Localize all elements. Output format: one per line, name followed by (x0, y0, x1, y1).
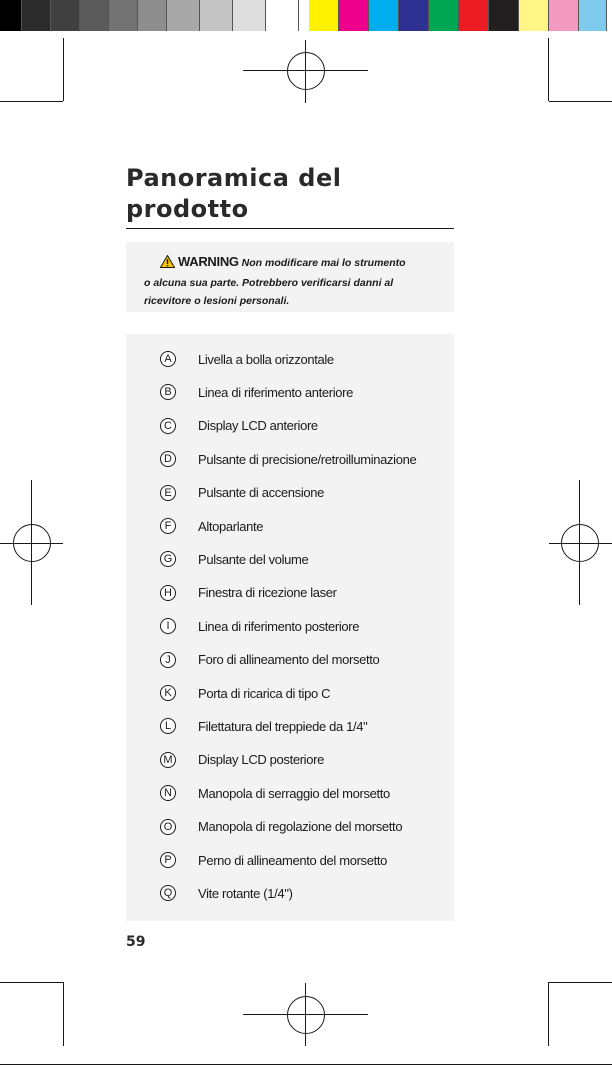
warning-box (126, 242, 454, 312)
item-label: Foro di allineamento del morsetto (198, 652, 380, 668)
crop-mark (0, 982, 63, 983)
item-letter-badge: K (160, 685, 176, 701)
list-item (160, 416, 318, 436)
item-label: Perno di allineamento del morsetto (198, 852, 387, 868)
item-label: Pulsante di precisione/retroilluminazione (198, 451, 417, 467)
item-label: Pulsante di accensione (198, 485, 325, 501)
crop-mark (0, 101, 63, 102)
list-item (160, 783, 390, 803)
color-calibration-bar (0, 0, 607, 31)
item-letter-badge: I (160, 618, 176, 634)
color-swatch (549, 0, 579, 31)
list-item (160, 382, 353, 402)
item-label: Filettatura del treppiede da 1/4" (198, 718, 368, 734)
color-swatch (200, 0, 233, 31)
item-letter-badge: D (160, 451, 176, 467)
color-swatch (109, 0, 138, 31)
crop-mark (549, 982, 612, 983)
list-item (160, 516, 263, 536)
warning-label: WARNING (178, 254, 239, 269)
color-swatch (22, 0, 51, 31)
item-letter-badge: P (160, 852, 176, 868)
item-letter-badge: B (160, 384, 176, 400)
page-title: Panoramica del prodotto (126, 164, 342, 223)
crop-mark (63, 38, 64, 101)
item-letter-badge: N (160, 785, 176, 801)
color-swatch (0, 0, 22, 31)
item-letter-badge: J (160, 652, 176, 668)
item-letter-badge: O (160, 819, 176, 835)
crop-mark (63, 982, 64, 1046)
item-letter-badge: Q (160, 885, 176, 901)
list-item (160, 716, 367, 736)
item-label: Linea di riferimento anteriore (198, 384, 353, 400)
item-label: Altoparlante (198, 518, 264, 534)
color-swatch (579, 0, 607, 31)
list-item (160, 883, 293, 903)
item-label: Display LCD posteriore (198, 752, 324, 768)
item-letter-badge: F (160, 518, 176, 534)
list-item (160, 583, 337, 603)
color-swatch (51, 0, 80, 31)
color-swatch (519, 0, 549, 31)
warning-message: Non modificare mai lo strumento o alcuna sua parte. Potrebbero verificarsi danni al ricevitore o lesioni personali. (144, 257, 406, 307)
crop-mark (549, 101, 612, 102)
item-letter-badge: M (160, 752, 176, 768)
color-swatch (489, 0, 519, 31)
item-letter-badge: G (160, 551, 176, 567)
crop-mark (548, 982, 549, 1046)
bottom-trim-line (0, 1064, 612, 1065)
color-swatch (339, 0, 369, 31)
crop-mark (548, 38, 549, 101)
list-item (160, 650, 379, 670)
color-swatch (309, 0, 339, 31)
item-label: Porta di ricarica di tipo C (198, 685, 331, 701)
list-item (160, 616, 359, 636)
list-item (160, 750, 324, 770)
list-item (160, 349, 334, 369)
item-label: Display LCD anteriore (198, 418, 318, 434)
item-label: Manopola di regolazione del morsetto (198, 819, 403, 835)
color-swatch (429, 0, 459, 31)
list-item (160, 483, 324, 503)
item-label: Livella a bolla orizzontale (198, 351, 334, 367)
list-item (160, 449, 416, 469)
item-label: Finestra di ricezione laser (198, 585, 337, 601)
color-swatch (80, 0, 109, 31)
warning-triangle-icon (160, 255, 175, 274)
parts-list (126, 334, 454, 921)
item-letter-badge: E (160, 485, 176, 501)
item-label: Linea di riferimento posteriore (198, 618, 360, 634)
item-label: Manopola di serraggio del morsetto (198, 785, 390, 801)
item-letter-badge: C (160, 418, 176, 434)
item-letter-badge: H (160, 585, 176, 601)
color-swatch (138, 0, 167, 31)
page-number: 59 (126, 934, 146, 950)
color-swatch (369, 0, 399, 31)
item-label: Vite rotante (1/4") (198, 885, 293, 901)
list-item (160, 549, 308, 569)
warning-text-block (144, 253, 414, 310)
list-item (160, 817, 402, 837)
item-label: Pulsante del volume (198, 551, 309, 567)
color-swatch (399, 0, 429, 31)
item-letter-badge: L (160, 718, 176, 734)
item-letter-badge: A (160, 351, 176, 367)
list-item (160, 683, 330, 703)
color-swatch (266, 0, 299, 31)
list-item (160, 850, 387, 870)
title-divider (126, 228, 454, 229)
color-swatch (167, 0, 200, 31)
color-swatch (233, 0, 266, 31)
color-swatch (459, 0, 489, 31)
